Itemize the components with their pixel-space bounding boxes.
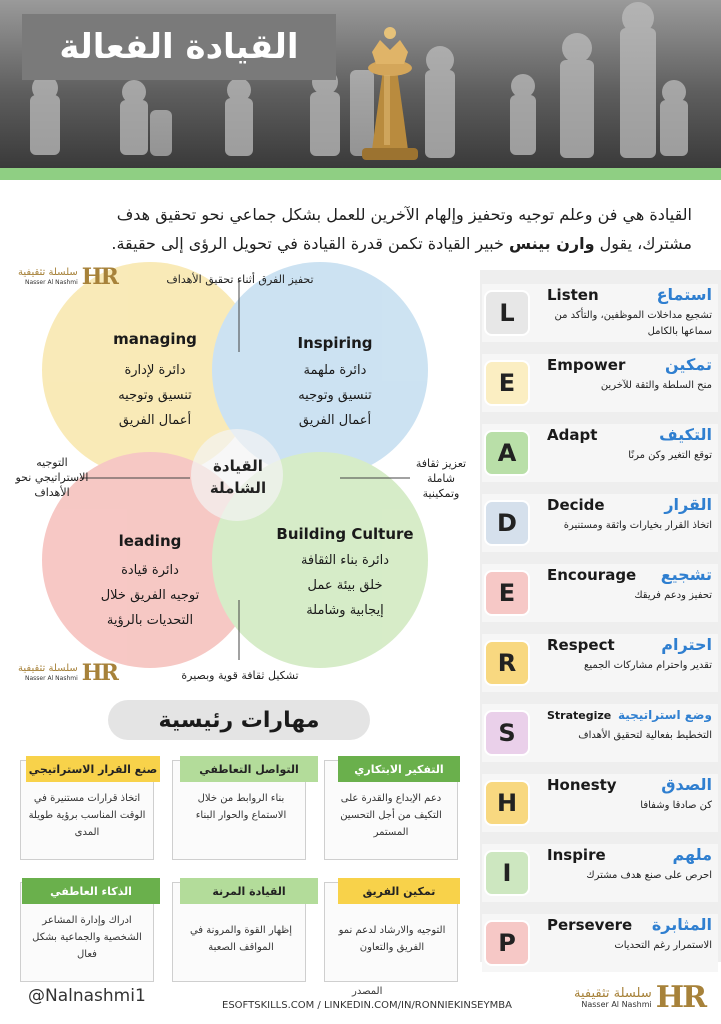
leadership-arabic: احترام	[661, 635, 712, 654]
leadership-arabic: الصدق	[661, 775, 712, 794]
leadership-english: Persevere	[547, 916, 633, 934]
hr-logo-icon: HR	[81, 660, 117, 686]
leadership-item-strategize	[482, 704, 718, 762]
brand-logo-middle: سلسلة تثقيفية Nasser Al Nashmi HR	[18, 660, 117, 686]
leadership-description: الاستمرار رغم التحديات	[614, 940, 712, 951]
page-title: القيادة الفعالة	[59, 27, 299, 67]
brand-logo-footer: سلسلة تثقيفية Nasser Al Nashmi HR	[574, 980, 705, 1015]
leadership-arabic: ملهم	[672, 845, 712, 864]
leadership-english: Encourage	[547, 566, 637, 584]
leadership-english: Adapt	[547, 426, 598, 444]
leadership-item-decide	[482, 494, 718, 552]
leading-text: دائرة قيادة توجيه الفريق خلال التحديات بالرؤية	[100, 563, 200, 628]
leadership-letter: D	[484, 500, 530, 546]
author-name: وارن بينس	[508, 234, 595, 253]
skill-heading-text: القيادة المرنة	[212, 884, 286, 898]
intro-line-2: مشترك، يقول وارن بينس خبير القيادة تكمن قدرة القيادة في تحويل الرؤى إلى حقيقة.	[111, 234, 692, 253]
inspiring-title: Inspiring	[297, 334, 373, 352]
page-title-box	[22, 14, 336, 80]
managing-title: managing	[113, 330, 197, 348]
skill-head-emotional-intelligence	[22, 878, 160, 904]
skill-heading-text: التفكير الابتكاري	[354, 762, 444, 776]
inspiring-text: دائرة ملهمة تنسيق وتوجيه أعمال الفريق	[298, 363, 372, 428]
skill-heading-text: صنع القرار الاستراتيجي	[28, 762, 158, 776]
leadership-arabic: تمكين	[665, 355, 712, 374]
skills-title: مهارات رئيسية	[108, 700, 370, 740]
leadership-arabic: التكيف	[659, 425, 712, 444]
intro-paragraph	[30, 200, 692, 258]
venn-bottom-label: تشكيل ثقافة قوية وبصيرة	[181, 669, 299, 682]
social-handle: @Nalnashmi1	[28, 986, 146, 1006]
brand-logo-top: سلسلة تثقيفية Nasser Al Nashmi HR	[18, 264, 117, 290]
skill-head-team-empowerment	[338, 878, 460, 904]
venn-left-label: التوجيه الاستراتيجي نحو الأهداف	[15, 456, 89, 499]
skill-head-empathetic-communication	[180, 756, 318, 782]
leadership-description: التخطيط بفعالية لتحقيق الأهداف	[578, 730, 712, 741]
leadership-description: تشجيع مداخلات الموظفين، والتأكد من سماعها بالكامل	[554, 310, 712, 337]
skill-heading-text: التواصل التعاطفي	[199, 762, 299, 776]
leadership-english: Listen	[547, 286, 599, 304]
leadership-item-listen	[482, 284, 718, 342]
leadership-item-persevere	[482, 914, 718, 972]
source-label: المصدر	[352, 986, 383, 997]
leadership-english: Respect	[547, 636, 615, 654]
leadership-letter: R	[484, 640, 530, 686]
leadership-letter: H	[484, 780, 530, 826]
skill-head-strategic-decision	[26, 756, 160, 782]
source-url: ESOFTSKILLS.COM / LINKEDIN.COM/IN/RONNIEKINSEYMBA	[222, 1000, 512, 1011]
venn-right-label: تعزيز ثقافة شاملة وتمكينية	[415, 457, 467, 500]
leadership-description: توقع التغير وكن مرنًا	[628, 450, 712, 461]
leadership-arabic: القرار	[664, 495, 712, 514]
venn-top-label: تحفيز الفرق أثناء تحقيق الأهداف	[166, 273, 314, 286]
leadership-letter: L	[484, 290, 530, 336]
leadership-item-adapt	[482, 424, 718, 482]
leadership-english: Inspire	[547, 846, 606, 864]
leadership-english: Strategize	[547, 709, 612, 722]
skill-head-innovative-thinking	[338, 756, 460, 782]
leadership-description: منح السلطة والثقة للآخرين	[600, 380, 712, 391]
managing-text: دائرة لإدارة تنسيق وتوجيه أعمال الفريق	[118, 363, 192, 428]
leadership-item-honesty	[482, 774, 718, 832]
leadership-arabic: استماع	[656, 285, 712, 304]
skill-body-emotional-intelligence: ادراك وإدارة المشاعر الشخصية والجماعية بشكل فعال	[32, 915, 142, 960]
skill-body-strategic-decision: اتخاذ قرارات مستنيرة في الوقت المناسب برؤية طويلة المدى	[28, 793, 146, 838]
skill-body-innovative-thinking: دعم الإبداع والقدرة على التكيف من أجل التحسين المستمر	[340, 793, 442, 838]
venn-center-label: القيادة الشاملة	[209, 457, 267, 497]
leadership-item-inspire	[482, 844, 718, 902]
skill-heading-text: الذكاء العاطفي	[50, 884, 132, 898]
leadership-item-empower	[482, 354, 718, 412]
leadership-letter: A	[484, 430, 530, 476]
skill-body-resilient-leadership: إظهار القوة والمرونة في المواقف الصعبة	[189, 925, 293, 953]
leadership-english: Decide	[547, 496, 605, 514]
hr-logo-icon: HR	[81, 264, 117, 290]
skill-heading-text: تمكين الفريق	[362, 884, 436, 898]
leadership-description: تقدير واحترام مشاركات الجميع	[584, 660, 712, 671]
leadership-description: كن صادقا وشفافا	[640, 800, 712, 811]
leadership-arabic: المثابرة	[651, 915, 712, 934]
leading-title: leading	[118, 532, 182, 550]
leadership-letter: S	[484, 710, 530, 756]
building-culture-title: Building Culture	[276, 525, 414, 543]
leadership-letter: E	[484, 570, 530, 616]
skill-body-empathetic-communication: بناء الروابط من خلال الاستماع والحوار البناء	[195, 793, 287, 821]
leadership-arabic: تشجيع	[660, 565, 712, 584]
leadership-description: احرص على صنع هدف مشترك	[586, 870, 712, 881]
leadership-english: Empower	[547, 356, 626, 374]
leadership-item-encourage	[482, 564, 718, 622]
skill-head-resilient-leadership	[180, 878, 318, 904]
header-divider	[0, 168, 721, 180]
leadership-letter: E	[484, 360, 530, 406]
leadership-english: Honesty	[547, 776, 617, 794]
leadership-arabic: وضع استراتيجية	[617, 708, 712, 722]
header-banner	[0, 0, 721, 168]
leadership-letter: P	[484, 920, 530, 966]
leadership-description: تحفيز ودعم فريقك	[634, 590, 712, 601]
building-culture-text: دائرة بناء الثقافة خلق بيئة عمل إيجابية وشاملة	[300, 553, 390, 618]
leadership-letter: I	[484, 850, 530, 896]
skill-body-team-empowerment: التوجيه والارشاد لدعم نمو الفريق والتعاون	[338, 925, 446, 953]
leadership-item-respect	[482, 634, 718, 692]
intro-line-1: القيادة هي فن وعلم توجيه وتحفيز وإلهام الآخرين للعمل بشكل جماعي نحو تحقيق هدف	[116, 205, 692, 224]
leadership-description: اتخاذ القرار بخيارات واثقة ومستنيرة	[563, 520, 712, 531]
hr-logo-icon: HR	[655, 980, 705, 1015]
